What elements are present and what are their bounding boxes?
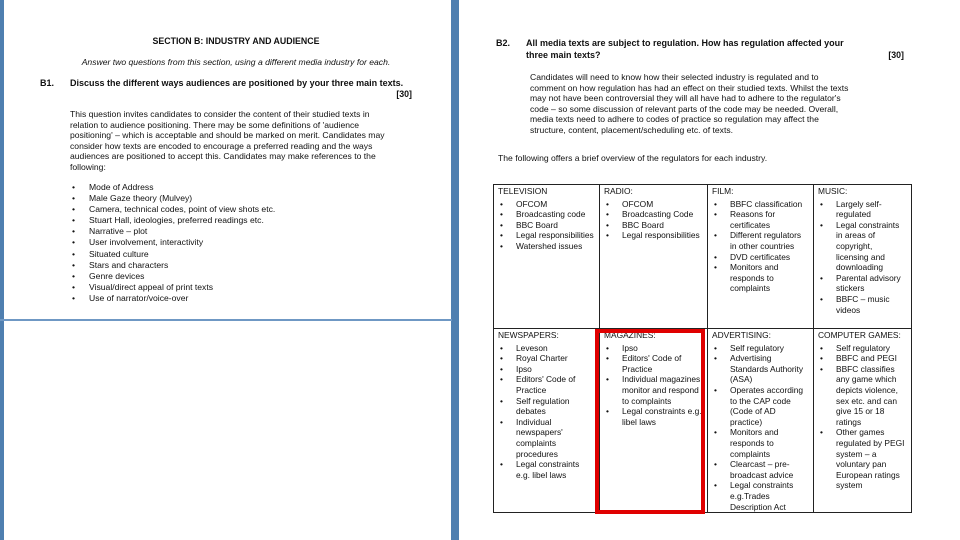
cell-title: NEWSPAPERS: [498,330,559,340]
cell-list [712,343,809,513]
question-marks: [30] [396,89,412,99]
list-item: • Leveson [498,343,595,354]
list-item: • Legal responsibilities [604,230,703,241]
b1-guidance [70,109,440,173]
overview-sentence: The following offers a brief overview of the regulators for each industry. [498,153,768,163]
list-item: • Male Gaze theory (Mulvey) [71,193,411,204]
list-item: • Camera, technical codes, point of view shots etc. [71,204,411,215]
cell-computer-games [814,329,912,513]
list-item: • BBC Board [498,220,595,231]
cell-television [494,185,600,329]
question-text-line1: All media texts are subject to regulation. How has regulation affected your [526,38,844,48]
list-item: • Ipso [498,364,595,375]
cell-list [818,199,907,316]
question-text: Discuss the different ways audiences are positioned by your three main texts. [70,78,404,88]
cell-title: COMPUTER GAMES: [818,330,901,340]
cell-list [712,199,809,294]
list-item: • Broadcasting Code [604,209,703,220]
cell-list [818,343,907,491]
guidance-line: comment on how regulation has had an effect on their studied texts. Whilst the texts [530,82,849,93]
list-item: • Clearcast – pre-broadcast advice [712,459,809,480]
cell-music [814,185,912,329]
b1-bullet-list [71,182,411,304]
cell-newspapers [494,329,600,513]
list-item: • Stars and characters [71,260,411,271]
guidance-line: may not have been controversial they will all have had to adhere to the regulator's [530,93,841,104]
list-item: • Stuart Hall, ideologies, preferred readings etc. [71,215,411,226]
list-item: • User involvement, interactivity [71,237,411,248]
list-item: • Legal constraints e.g. libel laws [604,406,703,427]
list-item: • Individual magazines monitor and respond to complaints [604,374,703,406]
cell-radio [600,185,708,329]
list-item: • Legal constraints e.g.Trades Description Act [712,480,809,512]
center-divider [451,0,459,540]
guidance-line: code – so some discussion of relevant parts of the code may be needed. Overall, [530,103,839,114]
section-title: SECTION B: INDUSTRY AND AUDIENCE [152,36,320,46]
left-page-bottom-rule [0,319,452,321]
cell-list [604,199,703,241]
b2-guidance [530,72,920,136]
guidance-line: media texts need to adhere to codes of practice so regulation may affect the [530,114,819,125]
section-instruction: Answer two questions from this section, using a different media industry for each. [81,57,391,67]
list-item: • Visual/direct appeal of print texts [71,282,411,293]
guidance-line: relation to audience positioning. There may be some definitions of 'audience [70,119,360,130]
cell-list [498,343,595,481]
guidance-line: This question invites candidates to consider the content of their studied texts in [70,109,370,119]
magazines-highlight-box [595,329,705,514]
list-item: • Royal Charter [498,353,595,364]
list-item: • Self regulatory [818,343,907,354]
list-item: • Monitors and responds to complaints [712,427,809,459]
list-item: • Reasons for certificates [712,209,809,230]
question-marks: [30] [888,50,904,60]
cell-title: RADIO: [604,186,633,196]
list-item: • Narrative – plot [71,226,411,237]
list-item: • Advertising Standards Authority (ASA) [712,353,809,385]
list-item: • Legal responsibilities [498,230,595,241]
guidance-line: audiences are positioned to accept this. Candidates may make references to the [70,151,376,162]
list-item: • BBC Board [604,220,703,231]
list-item: • Self regulation debates [498,396,595,417]
list-item: • BBFC classification [712,199,809,210]
list-item: • Broadcasting code [498,209,595,220]
cell-title: FILM: [712,186,734,196]
question-number: B2. [496,38,511,48]
list-item: • DVD certificates [712,252,809,263]
table-row [494,185,912,329]
list-item: • Legal constraints e.g. libel laws [498,459,595,480]
list-item: • Editors' Code of Practice [498,374,595,395]
question-text-line2: three main texts? [526,50,601,60]
list-item: • Individual newspapers' complaints procedures [498,417,595,459]
cell-advertising [708,329,814,513]
guidance-line: structure, content, placement/scheduling etc. of texts. [530,124,734,135]
list-item: • Self regulatory [712,343,809,354]
list-item: • Other games regulated by PEGI system – a voluntary pan European ratings system [818,427,907,491]
cell-title: ADVERTISING: [712,330,771,340]
list-item: • Situated culture [71,249,411,260]
cell-title: TELEVISION [498,186,548,196]
guidance-line: following: [70,161,106,172]
cell-film [708,185,814,329]
list-item: • Ipso [604,343,703,354]
cell-title: MAGAZINES: [604,330,656,340]
guidance-line: positioning' – which is acceptable and should be marked on merit. Candidates may [70,130,385,141]
list-item: • BBFC and PEGI [818,353,907,364]
list-item: • BBFC classifies any game which depicts violence, sex etc. and can give 15 or 18 ratings [818,364,907,428]
list-item: • Genre devices [71,271,411,282]
list-item: • Largely self-regulated [818,199,907,220]
list-item: • Legal constraints in areas of copyright, licensing and downloading [818,220,907,273]
guidance-line: consider how texts are encoded to encourage a preferred reading and the ways [70,140,373,151]
list-item: • Use of narrator/voice-over [71,293,411,304]
list-item: • OFCOM [498,199,595,210]
question-number: B1. [40,78,55,88]
list-item: • Different regulators in other countries [712,230,809,251]
list-item: • Operates according to the CAP code (Code of AD practice) [712,385,809,427]
list-item: • Editors' Code of Practice [604,353,703,374]
cell-title: MUSIC: [818,186,848,196]
guidance-line: Candidates will need to know how their selected industry is regulated and to [530,72,819,82]
list-item: • Parental advisory stickers [818,273,907,294]
list-item: • OFCOM [604,199,703,210]
list-item: • BBFC – music videos [818,294,907,315]
cell-list [498,199,595,252]
left-frame-strip [0,0,4,540]
list-item: • Monitors and responds to complaints [712,262,809,294]
list-item: • Watershed issues [498,241,595,252]
list-item: • Mode of Address [71,182,411,193]
